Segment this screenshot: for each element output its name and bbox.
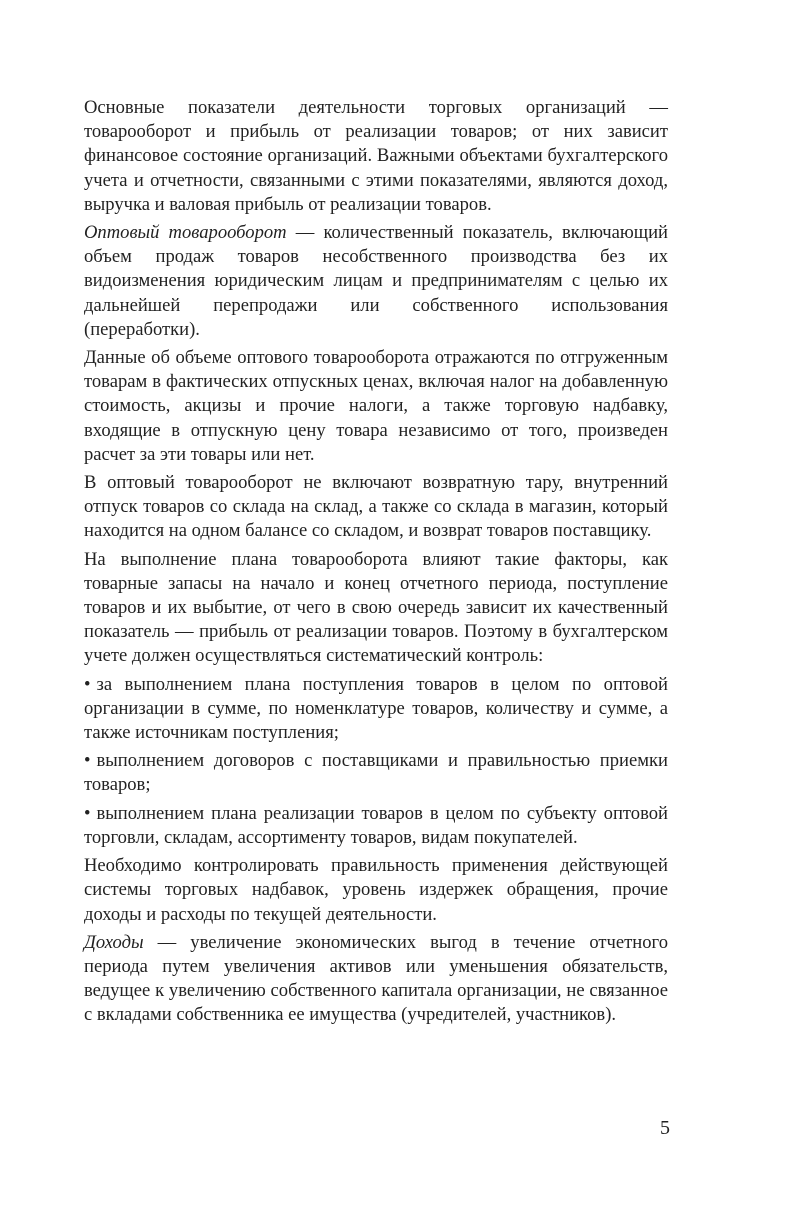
- document-page: [84, 96, 668, 1028]
- page-number: 5: [660, 1117, 670, 1139]
- paragraph-exclusions: В оптовый товарооборот не включают возвратную тару, внутренний отпуск товаров со склада на склад, а также со склада в магазин, который находится на одном балансе со складом, и возврат товаров поставщику.: [84, 472, 668, 542]
- paragraph-intro-text: Основные показатели деятельности торговых организаций — товарооборот и прибыль от реализации товаров; от них зависит финансовое состояние организаций. Важными объектами бухгалтерского учета и отчетности, связанными с этими показателями, являются доход, выручка и валовая прибыль от реализации товаров.: [84, 97, 668, 215]
- bullet-icon: •: [84, 673, 91, 695]
- paragraph-wholesale-turnover: [84, 221, 668, 342]
- paragraph-income: [84, 931, 668, 1028]
- bullet-icon: •: [84, 750, 91, 772]
- term-income: Доходы: [84, 931, 144, 953]
- paragraph-intro: [84, 96, 668, 217]
- bullet-item-receipt-plan: [84, 673, 668, 746]
- bullet-item-supplier-contracts: [84, 749, 668, 797]
- bullet-item-sales-plan: [84, 802, 668, 850]
- paragraph-plan-factors: На выполнение плана товарооборота влияют такие факторы, как товарные запасы на начало и конец отчетного периода, поступление товаров и их выбытие, от чего в свою очередь зависит их качественный показатель — прибыль от реализации товаров. Поэтому в бухгалтерском учете должен осуществляться систематический контроль:: [84, 548, 668, 667]
- paragraph-income-text: — увеличение экономических выгод в течение отчетного периода путем увеличения активов или уменьшения обязательств, ведущее к увеличению собственного капитала организации, не связанное с вкладами собственника ее имущества (учредителей, участников).: [84, 931, 668, 1026]
- bullet-item-sales-plan-text: выполнением плана реализации товаров в целом по субъекту оптовой торговли, складам, ассортименту товаров, видам покупателей.: [84, 802, 668, 848]
- paragraph-wholesale-turnover-text: — количественный показатель, включающий объем продаж товаров несобственного производства без их видоизменения юридическим лицам и предпринимателям с целью их дальнейшей перепродажи или собственного использования (переработки).: [84, 222, 668, 340]
- bullet-item-supplier-contracts-text: выполнением договоров с поставщиками и правильностью приемки товаров;: [84, 750, 668, 796]
- bullet-icon: •: [84, 802, 91, 824]
- paragraph-markup-control: Необходимо контролировать правильность применения действующей системы торговых надбавок, уровень издержек обращения, прочие доходы и расходы по текущей деятельности.: [84, 855, 668, 925]
- paragraph-turnover-data: Данные об объеме оптового товарооборота отражаются по отгруженным товарам в фактических отпускных ценах, включая налог на добавленную стоимость, акцизы и прочие налоги, а также торговую надбавку, входящие в отпускную цену товара независимо от того, произведен расчет за эти товары или нет.: [84, 347, 668, 465]
- term-wholesale-turnover: Оптовый товарооборот: [84, 222, 287, 244]
- bullet-item-receipt-plan-text: за выполнением плана поступления товаров в целом по оптовой организации в сумме, по номенклатуре товаров, количеству и сумме, а также источникам поступления;: [84, 673, 668, 744]
